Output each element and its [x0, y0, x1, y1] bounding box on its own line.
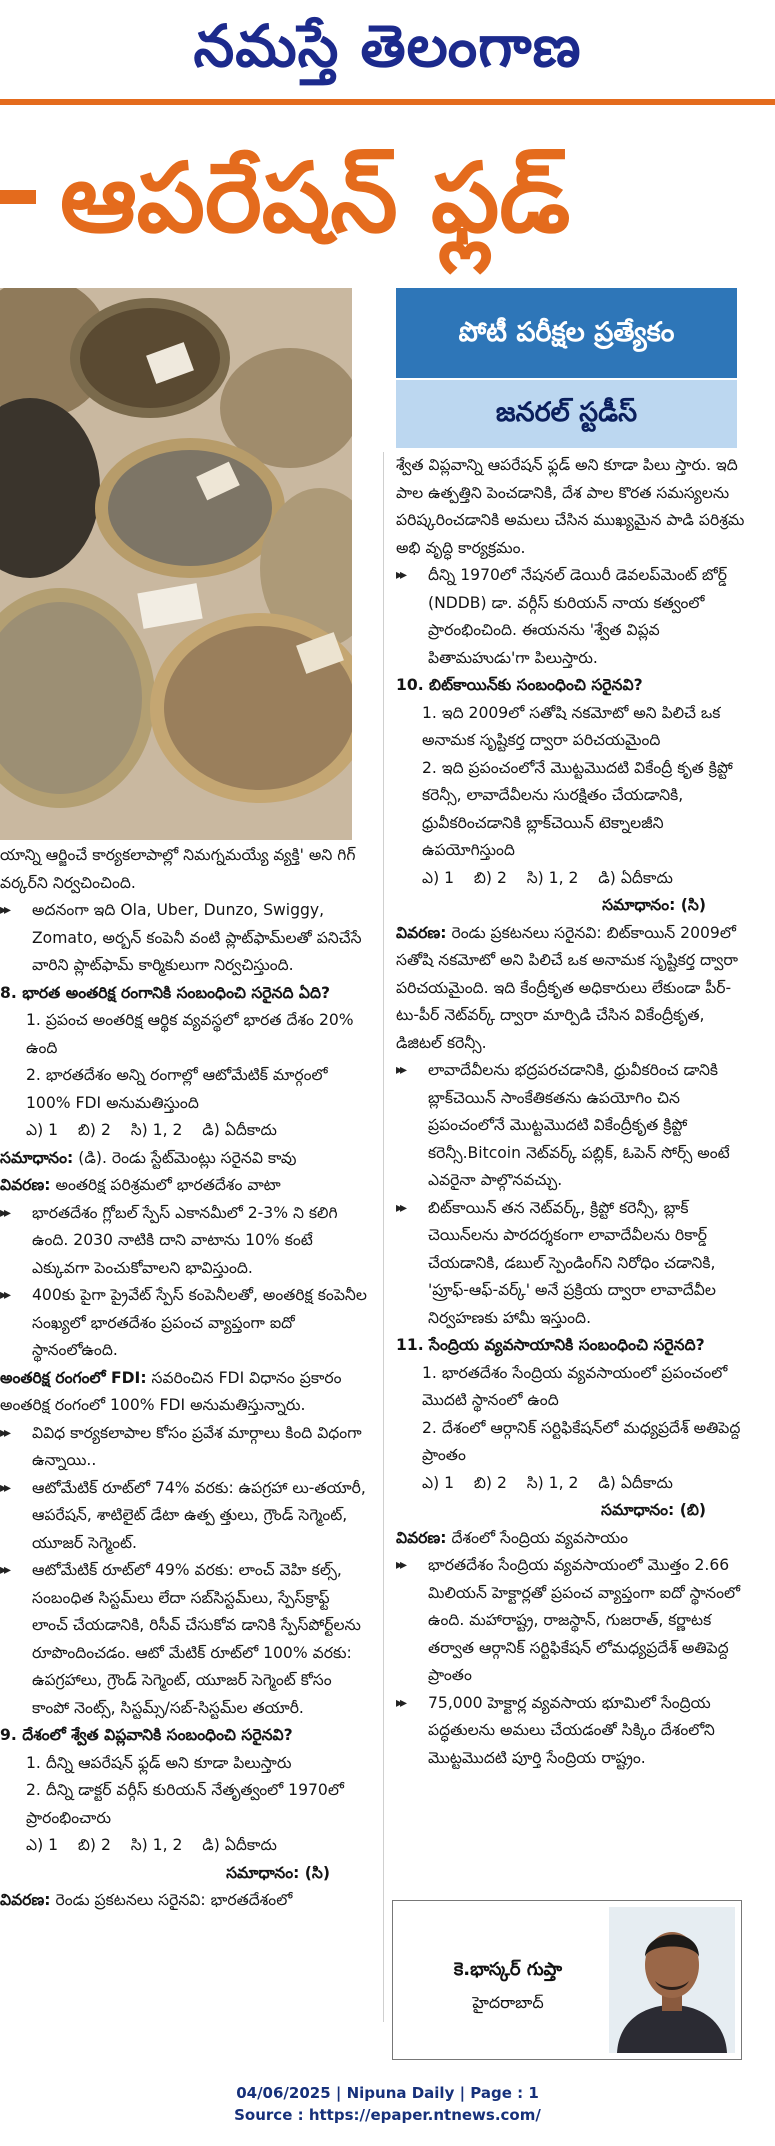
author-box — [392, 1900, 742, 2060]
double-arrow-bullet-icon: ▸▸ — [396, 1694, 405, 1711]
headline-title: ఆపరేషన్ ఫ్లడ్ — [60, 142, 571, 254]
question-heading: 11. సేంద్రియ వ్యవసాయానికి సంబంధించి సరైనది? — [396, 1336, 705, 1354]
labeled-paragraph — [0, 1172, 370, 1200]
labeled-paragraph — [0, 1365, 370, 1420]
answer-options: ఎ) 1 బి) 2 సి) 1, 2 డి) ఏదీకాదు — [422, 868, 673, 887]
bullet-text: ఆటోమేటిక్ రూట్‌లో 49% వరకు: లాంచ్ వెహి కల్స్, సంబంధిత సిస్టమ్‌లు లేదా సబ్‌సిస్టమ్‌లు, స్పేస్‌క్రాఫ్ట్ లాంచ్ చేయడానికి, రిసీవ్ చేసుకోవ డానికి స్పేస్‌పోర్ట్‌లను రూపొందించడం. ఆటో మేటిక్ రూట్‌లో 100% వరకు: ఉపగ్రహాలు, గ్రౌండ్ సెగ్మెంట్, యూజర్ సెగ్మెంట్ కోసం కాంపో నెంట్స్, సిస్టమ్స్/సబ్-సిస్టమ్‌ల తయారీ. — [32, 1561, 361, 1717]
question-heading: 10. బిట్‌కాయిన్‌కు సంబంధించి సరైనవి? — [396, 676, 643, 694]
bullet-text: 400కు పైగా ప్రైవేట్ స్పేస్ కంపెనీలతో, అంతరిక్ష కంపెనీల సంఖ్యలో భారతదేశం ప్రపంచ వ్యాప్తంగా ఐదో స్థానంలోఉంది. — [32, 1286, 367, 1359]
column-divider — [383, 452, 384, 2022]
bullet-paragraph — [0, 1420, 370, 1475]
bullet-text: ఆటోమేటిక్ రూట్‌లో 74% వరకు: ఉపగ్రహా లు-తయారీ, ఆపరేషన్, శాటిలైట్ డేటా ఉత్ప త్తులు, గ్రౌండ్ సెగ్మెంట్, యూజర్ సెగ్మెంట్. — [32, 1478, 366, 1552]
bullet-paragraph — [0, 897, 370, 980]
headline — [0, 120, 775, 270]
paragraph-label: వివరణ: — [0, 1176, 51, 1194]
masthead-rule — [0, 99, 775, 105]
double-arrow-bullet-icon: ▸▸ — [396, 1062, 405, 1078]
paragraph-label: వివరణ: — [396, 923, 447, 942]
bullet-paragraph — [396, 562, 746, 672]
question-statement: 2. భారతదేశం అన్ని రంగాల్లో ఆటోమేటిక్ మార్గంలో 100% FDI అనుమతిస్తుంది — [26, 1066, 328, 1112]
paragraph-text: అంతరిక్ష పరిశ్రమలో భారతదేశం వాటా — [50, 1176, 281, 1194]
grain-baskets-image — [0, 288, 352, 840]
paragraph-text: దేశంలో సేంద్రియ వ్యవసాయం — [446, 1528, 629, 1547]
bullet-text: అదనంగా ఇది Ola, Uber, Dunzo, Swiggy, Zomato, అర్బన్ కంపెనీ వంటి ప్లాట్‌ఫామ్‌లతో పనిచేసే వారిని ప్లాట్‌ఫామ్ కార్మికులుగా నిర్వచిస్తుంది. — [32, 901, 362, 974]
bullet-paragraph — [396, 1195, 746, 1333]
question-heading: 9. దేశంలో శ్వేత విప్లవానికి సంబంధించి సరైనవి? — [0, 1726, 293, 1744]
double-arrow-bullet-icon: ▸▸ — [396, 567, 405, 583]
body-paragraph: శ్వేత విప్లవాన్ని ఆపరేషన్ ఫ్లడ్ అని కూడా పిలు స్తారు. ఇది పాల ఉత్పత్తిని పెంచడానికి, దేశ పాల కొరత సమస్యలను పరిష్కరించడానికి అమలు చేసిన ముఖ్యమైన పాడి పరిశ్రమ అభి వృద్ధి కార్యక్రమం. — [396, 456, 745, 557]
bullet-paragraph — [0, 1475, 370, 1558]
paragraph-text: (డి). రెండు స్టేట్‌మెంట్లు సరైనవి కావు — [73, 1148, 297, 1167]
question-statement: 1. ప్రపంచ అంతరిక్ష ఆర్థిక వ్యవస్థలో భారత దేశం 20% ఉంది — [26, 1011, 354, 1057]
answer-options: ఎ) 1 బి) 2 సి) 1, 2 డి) ఏదీకాదు — [422, 1473, 673, 1492]
bullet-paragraph — [396, 1690, 746, 1773]
footer-date-line: 04/06/2025 | Nipuna Daily | Page : 1 — [236, 2084, 539, 2102]
question-heading: 8. భారత అంతరిక్ష రంగానికి సంబంధించి సరైనది ఏది? — [0, 983, 331, 1002]
labeled-paragraph — [0, 1887, 370, 1915]
bullet-paragraph — [396, 1552, 746, 1690]
left-column — [0, 842, 370, 1915]
bullet-paragraph — [396, 1057, 746, 1195]
double-arrow-bullet-icon: ▸▸ — [396, 1199, 405, 1216]
author-name: కె.భాస్కర్ గుప్తా — [453, 1959, 563, 1980]
question-statement: 1. ఇది 2009లో సతోషి నకమోటో అని పిలిచే ఒక అనామక సృష్టికర్త ద్వారా పరిచయమైంది — [422, 703, 721, 749]
bullet-text: దీన్ని 1970లో నేషనల్ డెయిరీ డెవలప్‌మెంట్ బోర్డ్ (NDDB) డా. వర్గీస్ కురియన్ నాయ కత్వంలో ప్రారంభించింది. ఈయనను 'శ్వేత విప్లవ పితామహుడు'గా పిలుస్తారు. — [428, 566, 727, 667]
double-arrow-bullet-icon: ▸▸ — [0, 902, 9, 918]
section-banner-competitive-exams: పోటీ పరీక్షల ప్రత్యేకం — [396, 288, 737, 378]
author-portrait-image — [609, 1907, 735, 2053]
double-arrow-bullet-icon: ▸▸ — [0, 1562, 9, 1578]
paragraph-label: అంతరిక్ష రంగంలో FDI: — [0, 1368, 147, 1387]
author-photo — [609, 1907, 735, 2053]
paragraph-label: సమాధానం: — [0, 1148, 74, 1167]
bullet-paragraph — [0, 1200, 370, 1283]
answer-line: సమాధానం: (సి) — [226, 1863, 330, 1882]
question-statement: 2. ఇది ప్రపంచంలోనే మొట్టమొదటి వికేంద్రీ కృత క్రిప్టో కరెన్సీ, లావాదేవీలను సురక్షితం చేయడానికి, ధ్రువీకరించడానికి బ్లాక్‌చెయిన్ టెక్నాలజీని ఉపయోగిస్తుంది — [422, 758, 733, 859]
bullet-text: బిట్‌కాయిన్ తన నెట్‌వర్క్, క్రిప్టో కరెన్సీ, బ్లాక్ చెయిన్‌లను పారదర్శకంగా లావాదేవీలను రికార్డ్ చేయడానికి, డబుల్ స్పెండింగ్‌ని నిరోధిం చడానికి, 'ప్రూఫ్-ఆఫ్-వర్క్' అనే ప్రక్రియ ద్వారా లావాదేవీల నిర్వహణకు హామీ ఇస్తుంది. — [428, 1198, 716, 1327]
body-paragraph: యాన్ని ఆర్జించే కార్యకలాపాల్లో నిమగ్నమయ్యే వ్యక్తి' అని గిగ్ వర్కర్‌ని నిర్వచించింది. — [0, 846, 356, 892]
masthead-logo: నమస్తే తెలంగాణ — [193, 12, 582, 80]
question-statement: 1. భారతదేశం సేంద్రియ వ్యవసాయంలో ప్రపంచంలో మొదటి స్థానంలో ఉంది — [422, 1363, 728, 1409]
question-statement: 1. దీన్ని ఆపరేషన్ ఫ్లడ్ అని కూడా పిలుస్తారు — [26, 1753, 292, 1772]
double-arrow-bullet-icon: ▸▸ — [0, 1204, 9, 1221]
grain-baskets-photo — [0, 288, 352, 840]
double-arrow-bullet-icon: ▸▸ — [0, 1479, 9, 1496]
right-column — [396, 452, 746, 1772]
bullet-text: భారతదేశం సేంద్రియ వ్యవసాయంలో మొత్తం 2.66 మిలియన్ హెక్టార్లతో ప్రపంచ వ్యాప్తంగా ఐదో స్థానంలో ఉంది. మహారాష్ట్ర, రాజస్థాన్, గుజరాత్, కర్ణాటక తర్వాత ఆర్గానిక్ సర్టిఫికేషన్ లోమధ్యప్రదేశ్ అతిపెద్ద ప్రాంతం — [428, 1556, 741, 1684]
bullet-text: 75,000 హెక్టార్ల వ్యవసాయ భూమిలో సేంద్రియ పద్ధతులను అమలు చేయడంతో సిక్కిం దేశంలోని మొట్టమొదటి పూర్తి సేంద్రియ రాష్ట్రం. — [428, 1693, 715, 1767]
double-arrow-bullet-icon: ▸▸ — [396, 1557, 405, 1573]
paragraph-text: రెండు ప్రకటనలు సరైనవి: బిట్‌కాయిన్ 2009లో సతోషి నకమోటో అని పిలిచే ఒక అనామక సృష్టికర్త ద్వారా పరిచయమైంది. ఇది కేంద్రీకృత అధికారులు లేకుండా పీర్-టు-పీర్ నెట్‌వర్క్ ద్వారా మార్పిడి చేసిన వికేంద్రీకృత, డిజిటల్ కరెన్సీ. — [396, 923, 738, 1052]
labeled-paragraph — [396, 1525, 746, 1553]
answer-line: సమాధానం: (బి) — [601, 1501, 706, 1519]
bullet-paragraph — [0, 1282, 370, 1365]
double-arrow-bullet-icon: ▸▸ — [0, 1287, 9, 1303]
double-arrow-bullet-icon: ▸▸ — [0, 1424, 9, 1441]
answer-line: సమాధానం: (సి) — [602, 896, 706, 914]
bullet-text: లావాదేవీలను భద్రపరచడానికి, ధ్రువీకరించ డానికి బ్లాక్‌చెయిన్ సాంకేతికతను ఉపయోగిం చిన ప్రపంచంలోనే మొట్టమొదటి వికేంద్రీకృత క్రిప్టో కరెన్సీ.Bitcoin నెట్‌వర్క్ పబ్లిక్, ఓపెన్ సోర్స్ అంటే ఎవరైనా పాల్గొనవచ్చు. — [428, 1061, 730, 1189]
question-statement: 2. దీన్ని డాక్టర్ వర్గీస్ కురియన్ నేతృత్వంలో 1970లో ప్రారంభించారు — [26, 1781, 344, 1827]
section-banner-general-studies: జనరల్ స్టడీస్ — [396, 378, 737, 448]
bullet-paragraph — [0, 1557, 370, 1722]
paragraph-label: వివరణ: — [0, 1891, 51, 1909]
footer-source-line: Source : https://epaper.ntnews.com/ — [234, 2106, 541, 2124]
masthead — [0, 0, 775, 100]
paragraph-text: రెండు ప్రకటనలు సరైనవి: భారతదేశంలో — [50, 1891, 293, 1909]
answer-options: ఎ) 1 బి) 2 సి) 1, 2 డి) ఏదీకాదు — [26, 1121, 277, 1139]
banner-divider — [396, 378, 737, 380]
question-statement: 2. దేశంలో ఆర్గానిక్ సర్టిఫికేషన్‌లో మధ్యప్రదేశ్ అతిపెద్ద ప్రాంతం — [422, 1418, 741, 1464]
paragraph-label: వివరణ: — [396, 1528, 447, 1547]
labeled-paragraph — [0, 1145, 370, 1173]
bullet-text: వివిధ కార్యకలాపాల కోసం ప్రవేశ మార్గాలు కింది విధంగా ఉన్నాయి.. — [32, 1423, 362, 1469]
bullet-text: భారతదేశం గ్లోబల్ స్పేస్ ఎకానమీలో 2-3% ని కలిగి ఉంది. 2030 నాటికి దాని వాటాను 10% కంటే ఎక్కువగా పెంచుకోవాలని భావిస్తుంది. — [32, 1203, 338, 1277]
labeled-paragraph — [396, 920, 746, 1058]
headline-dash — [0, 190, 36, 204]
paragraph-text: సవరించిన FDI విధానం ప్రకారం అంతరిక్ష రంగంలో 100% FDI అనుమతిస్తున్నారు. — [0, 1368, 342, 1414]
answer-options: ఎ) 1 బి) 2 సి) 1, 2 డి) ఏదీకాదు — [26, 1836, 277, 1854]
page-footer — [0, 2082, 775, 2126]
author-city: హైదరాబాద్ — [472, 1993, 544, 2012]
